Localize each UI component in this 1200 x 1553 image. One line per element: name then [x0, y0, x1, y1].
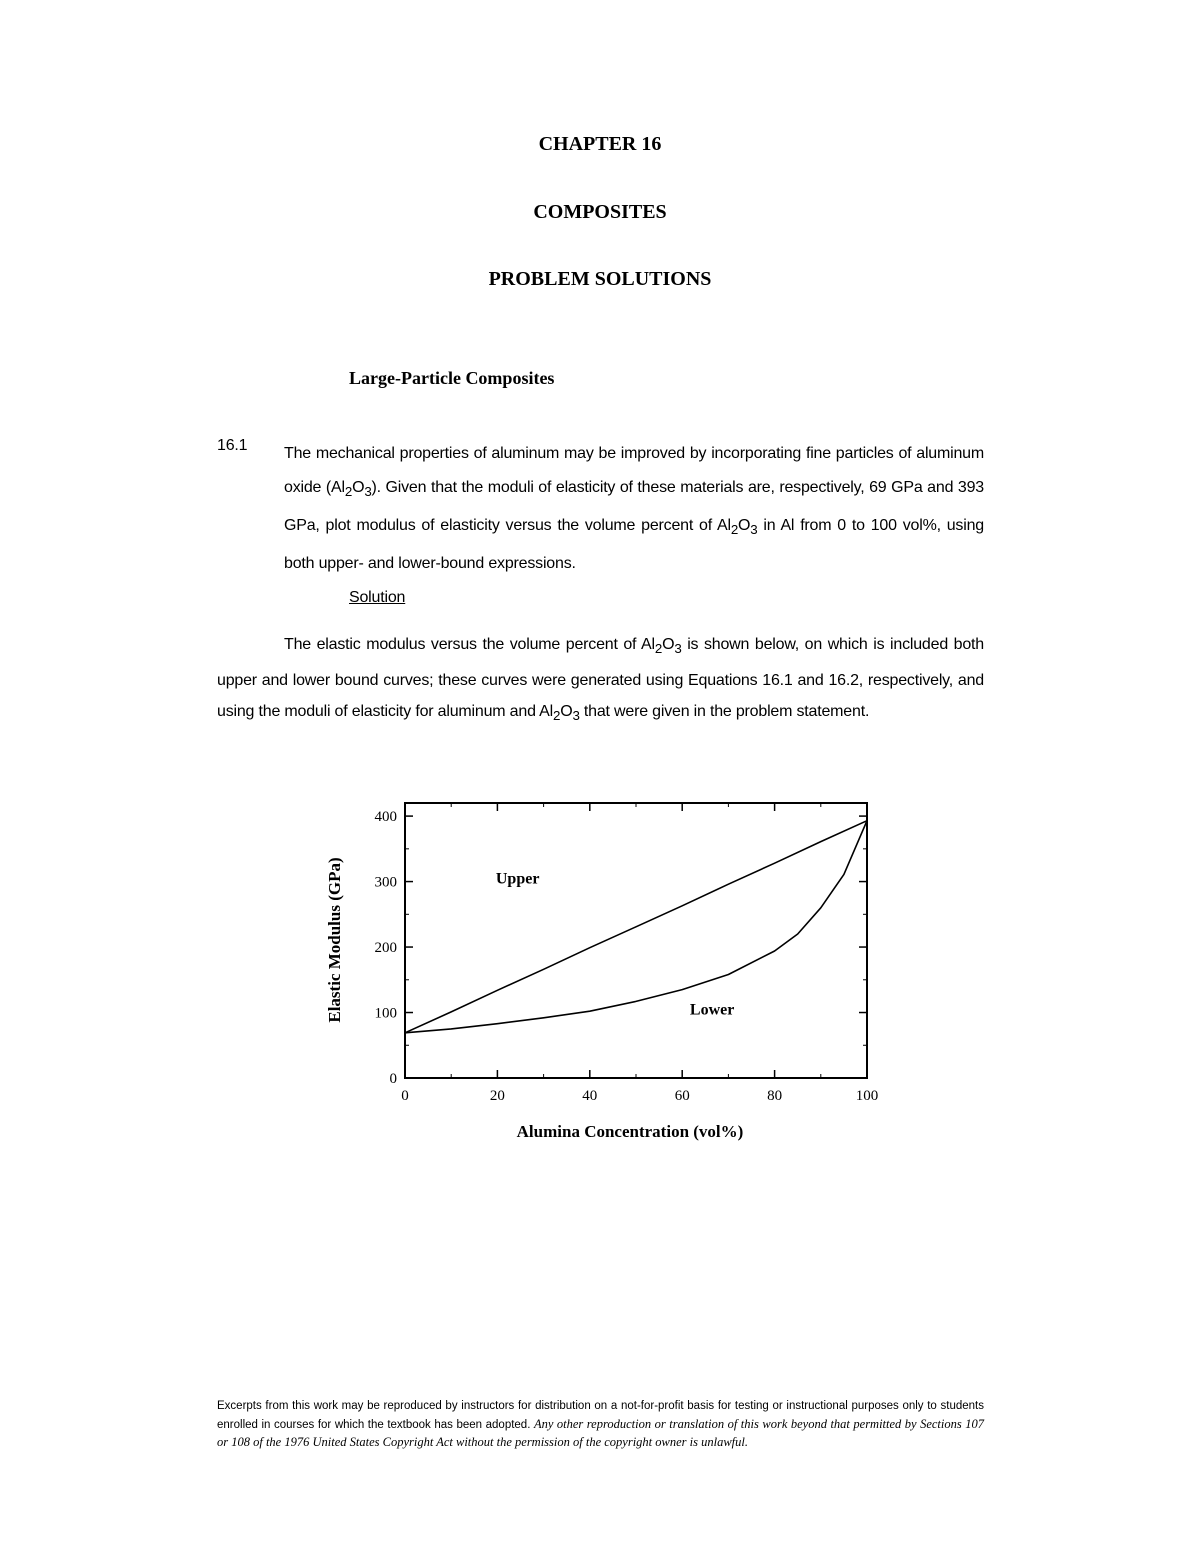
plot-frame: [405, 803, 867, 1078]
upper-curve-label: Upper: [495, 870, 540, 888]
y-tick-label: 0: [389, 1071, 397, 1087]
solution-paragraph: The elastic modulus versus the volume percent of $Al_2O_3$ is shown below, on which is included both upper and lower bound curves; these curves were generated using Equations 16.1 and 16.2, respectively, and using the moduli of elasticity for aluminum and $Al_2O_3$ that were given in the problem statement.: [217, 636, 984, 724]
x-axis-title: Alumina Concentration (vol%): [516, 1122, 744, 1141]
problem-number: 16.1: [217, 437, 248, 454]
problem-statement: The mechanical properties of aluminum may be improved by incorporating fine particles of aluminum oxide $(Al_2O_3)$. Given that the moduli of elasticity of these materials are, respectively, 69 GPa and 393 GPa, plot modulus of elasticity versus the volume percent of $Al_2O_3$ in Al from 0 to 100 vol%, using both upper- and lower-bound expressions.: [284, 445, 984, 573]
elastic-modulus-chart: [310, 790, 900, 1150]
x-tick-label: 80: [767, 1088, 783, 1104]
y-tick-label: 200: [374, 940, 397, 957]
chapter-subject: COMPOSITES: [533, 201, 667, 223]
problem-solutions-title: PROBLEM SOLUTIONS: [488, 268, 712, 290]
copyright-notice-text: Excerpts from this work may be reproduced by instructors for distribution on a not-for-profit basis for testing or instructional purposes only to students enrolled in courses for which the textbook has been adopted.: [217, 1400, 984, 1431]
copyright-notice: [217, 1398, 984, 1453]
section-heading: Large-Particle Composites: [349, 368, 555, 388]
x-tick-label: 100: [855, 1088, 879, 1104]
y-tick-label: 100: [374, 1005, 397, 1022]
y-tick-label: 300: [374, 874, 397, 891]
x-tick-label: 60: [674, 1088, 690, 1104]
chapter-title: CHAPTER 16: [538, 133, 662, 155]
plot-area: [375, 803, 879, 1104]
solution-label: Solution: [349, 589, 406, 606]
copyright-notice-italic: Any other reproduction or translation of this work beyond that permitted by Sections 107 or 108 of the 1976 United States Copyright Act without the permission of the copyright owner is unlawful.: [217, 1416, 984, 1449]
x-tick-label: 40: [582, 1088, 598, 1104]
x-tick-label: 0: [401, 1088, 409, 1104]
y-tick-label: 400: [374, 809, 397, 826]
lower-curve-label: Lower: [689, 1001, 735, 1019]
x-tick-label: 20: [489, 1088, 505, 1104]
y-axis-title: Elastic Modulus (GPa): [325, 857, 344, 1023]
